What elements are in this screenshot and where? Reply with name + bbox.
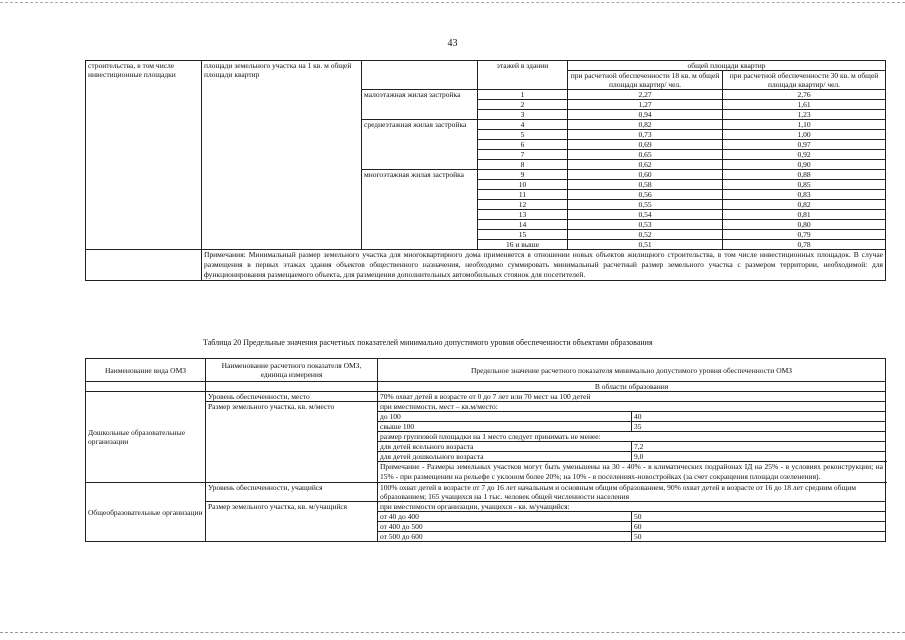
preschool-capacity-row (86, 402, 886, 412)
table1-v18-cell: 0,52 (568, 230, 723, 240)
table1-v18-cell: 1,27 (568, 100, 723, 110)
table1-floors-cell: 7 (478, 150, 568, 160)
table2-header-type: Наименование вида ОМЗ (86, 359, 206, 382)
school-capacity-key: от 500 до 600 (378, 532, 632, 542)
table2-note: Примечание - Размеры земельных участков могут быть уменьшены на 30 - 40% - в климатических подрайонах IД на 25% - в условиях реконструкции; на 15% - при размещении на рельефе с уклоном более 20%; на 10% - в поселениях-новостройках (за счет сокращения площади озеленения). (378, 462, 886, 483)
school-provision-row (86, 483, 886, 502)
table1-floors-cell: 2 (478, 100, 568, 110)
preschool-capacity-key: свыше 100 (378, 422, 632, 432)
table1-col2-text: площади земельного участка на 1 кв. м общей площади квартир (202, 61, 362, 90)
table2-caption: Таблица 20 Предельные значения расчетных показателей минимально допустимого уровня обеспеченности объектами образования (203, 338, 653, 347)
table1-v30-cell: 0,83 (723, 190, 886, 200)
table1-floors-cell: 16 и выше (478, 240, 568, 250)
page-number: 43 (447, 38, 458, 49)
table2-header-indicator: Наименование расчетного показателя ОМЗ, единица измерения (206, 359, 378, 382)
school-capacity-value: 60 (632, 522, 886, 532)
table1-v30-cell: 0,80 (723, 220, 886, 230)
scan-bottom-edge (0, 632, 905, 633)
preschool-capacity-label: при вместимости, мест – кв.м/место: (378, 402, 886, 412)
school-provision-value: 100% охват детей в возрасте от 7 до 16 лет начальным и основным общим образованием, 90% охват детей в возрасте от 16 до 18 лет средним общим образованием; 165 учащихся на 1 тыс. человек общей численности населения (378, 483, 886, 502)
table1-v30-cell: 1,00 (723, 130, 886, 140)
table1-floors-cell: 11 (478, 190, 568, 200)
table1-floors-cell: 10 (478, 180, 568, 190)
scan-top-edge (0, 2, 905, 3)
table1-note-row (86, 250, 886, 281)
school-capacity-row (86, 502, 886, 512)
preschool-group-value: 9,0 (632, 452, 886, 462)
table1-total-area-header: общей площади квартир (568, 61, 886, 71)
school-capacity-value: 50 (632, 512, 886, 522)
table1-floors-cell: 12 (478, 200, 568, 210)
table1-v30-cell: 1,10 (723, 120, 886, 130)
table1-floors-cell: 5 (478, 130, 568, 140)
table1-v30-cell: 0,79 (723, 230, 886, 240)
school-capacity-key: от 400 до 500 (378, 522, 632, 532)
table1-sub18: при расчетной обеспеченности 18 кв. м общей площади квартир/ чел. (568, 71, 723, 90)
table1-floors-cell: 4 (478, 120, 568, 130)
table2-header-row (86, 359, 886, 382)
table1-v30-cell: 2,76 (723, 90, 886, 100)
school-capacity-key: от 40 до 400 (378, 512, 632, 522)
table1-sub30: при расчетной обеспеченности 30 кв. м общей площади квартир/ чел. (723, 71, 886, 90)
preschool-area-label: Размер земельного участка, кв. м/место (206, 402, 378, 483)
table1-v18-cell: 0,94 (568, 110, 723, 120)
preschool-capacity-key: до 100 (378, 412, 632, 422)
table1-floors-header: этажей в здании (478, 61, 568, 90)
preschool-capacity-value: 35 (632, 422, 886, 432)
table1-v30-cell: 0,97 (723, 140, 886, 150)
preschool-provision-row (86, 392, 886, 402)
table1-v18-cell: 0,65 (568, 150, 723, 160)
table1-floors-cell: 13 (478, 210, 568, 220)
table1-floors-cell: 9 (478, 170, 568, 180)
table1-v18-cell: 0,73 (568, 130, 723, 140)
table1-floors-cell: 8 (478, 160, 568, 170)
table1-group-label: многоэтажная жилая застройка (362, 170, 478, 250)
table1-data-row (86, 90, 886, 100)
table1-floors-cell: 15 (478, 230, 568, 240)
preschool-name: Дошкольные образовательные организации (86, 392, 206, 483)
table1-v18-cell: 0,51 (568, 240, 723, 250)
table1-floors-cell: 3 (478, 110, 568, 120)
table1-v18-cell: 2,27 (568, 90, 723, 100)
table1-empty-cell (362, 61, 478, 90)
table1-v30-cell: 1,61 (723, 100, 886, 110)
table1-col1-text: строительства, в том числе инвестиционные площадки (86, 61, 202, 90)
school-name: Общеобразовательные организации (86, 483, 206, 542)
table1-col1-continuation (86, 90, 202, 250)
preschool-group-key: для детей дошкольного возраста (378, 452, 632, 462)
table1-v30-cell: 0,85 (723, 180, 886, 190)
table1-v18-cell: 0,82 (568, 120, 723, 130)
table1-v18-cell: 0,69 (568, 140, 723, 150)
preschool-provision-value: 70% охват детей в возрасте от 0 до 7 лет или 70 мест на 100 детей (378, 392, 886, 402)
school-provision-label: Уровень обеспеченности, учащийся (206, 483, 378, 502)
land-area-table (85, 60, 886, 281)
preschool-group-value: 7,2 (632, 442, 886, 452)
table1-header-row (86, 61, 886, 71)
table1-v18-cell: 0,53 (568, 220, 723, 230)
preschool-group-label: размер групповой площадки на 1 место следует принимать не менее: (378, 432, 886, 442)
preschool-group-key: для детей ясельного возраста (378, 442, 632, 452)
table1-v30-cell: 1,23 (723, 110, 886, 120)
table2-section-row (86, 382, 886, 392)
table1-note-left-cell (86, 250, 202, 281)
table1-v30-cell: 0,81 (723, 210, 886, 220)
table1-floors-cell: 6 (478, 140, 568, 150)
table1-v18-cell: 0,62 (568, 160, 723, 170)
table1-group-label: среднеэтажная жилая застройка (362, 120, 478, 170)
school-area-label: Размер земельного участка, кв. м/учащийся (206, 502, 378, 542)
preschool-capacity-value: 40 (632, 412, 886, 422)
table1-note: Примечания: Минимальный размер земельного участка для многоквартирного дома применяется в отношении новых объектов жилищного строительства, в том числе инвестиционных площадок. В случае размещения в первых этажах здания объектов общественного назначения, необходимо суммировать минимальный расчетный размер земельного участка с размером территории, необходимой: для функционирования размещаемого объекта, для размещения дополнительных автомобильных стоянок для посетителей. (202, 250, 886, 281)
table1-v30-cell: 0,78 (723, 240, 886, 250)
table1-v30-cell: 0,82 (723, 200, 886, 210)
table1-col2-continuation (202, 90, 362, 250)
table1-v30-cell: 0,90 (723, 160, 886, 170)
table1-floors-cell: 14 (478, 220, 568, 230)
table1-v30-cell: 0,92 (723, 150, 886, 160)
preschool-provision-label: Уровень обеспеченности, место (206, 392, 378, 402)
table1-v18-cell: 0,58 (568, 180, 723, 190)
table1-v18-cell: 0,56 (568, 190, 723, 200)
table1-v30-cell: 0,88 (723, 170, 886, 180)
table1-v18-cell: 0,55 (568, 200, 723, 210)
table1-v18-cell: 0,60 (568, 170, 723, 180)
table1-group-label: малоэтажная жилая застройка (362, 90, 478, 120)
table2-header-value: Предельное значение расчетного показателя минимально допустимого уровня обеспеченности ОМЗ (378, 359, 886, 382)
table1-v18-cell: 0,54 (568, 210, 723, 220)
education-standards-table (85, 358, 886, 542)
table1-floors-cell: 1 (478, 90, 568, 100)
school-capacity-value: 50 (632, 532, 886, 542)
table2-section-title: В области образования (378, 382, 886, 392)
school-capacity-label: при вместимости организации, учащихся - кв. м/учащийся: (378, 502, 886, 512)
